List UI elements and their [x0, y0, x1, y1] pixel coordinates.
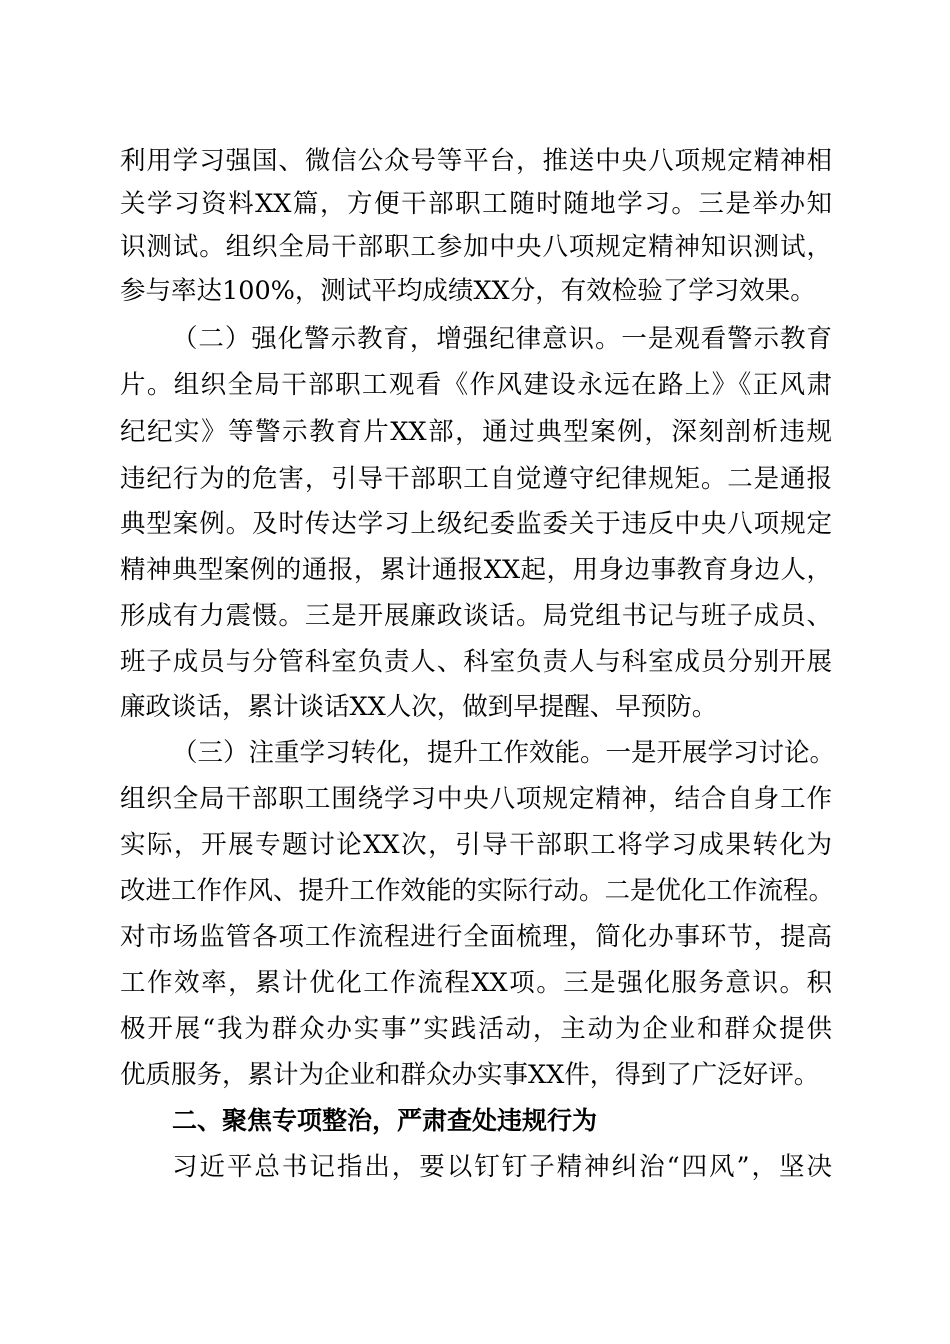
- paragraph-line: 优质服务，累计为企业和群众办实事XX件，得到了广泛好评。: [120, 1060, 820, 1090]
- paragraph-line: 廉政谈话，累计谈话XX人次，做到早提醒、早预防。: [120, 692, 718, 722]
- paragraph-line: 班子成员与分管科室负责人、科室负责人与科室成员分别开展: [120, 647, 832, 677]
- paragraph-line: 形成有力震慑。三是开展廉政谈话。局党组书记与班子成员、: [120, 601, 832, 631]
- paragraph-line: 精神典型案例的通报，累计通报XX起，用身边事教育身边人，: [120, 555, 832, 585]
- subsection-line: （二）强化警示教育，增强纪律意识。一是观看警示教育: [172, 324, 832, 354]
- paragraph-line: 违纪行为的危害，引导干部职工自觉遵守纪律规矩。二是通报: [120, 464, 832, 494]
- subsection-line: （三）注重学习转化，提升工作效能。一是开展学习讨论。: [172, 738, 836, 768]
- paragraph-line: 纪纪实》等警示教育片XX部，通过典型案例，深刻剖析违规: [120, 417, 832, 447]
- paragraph-line: 工作效率，累计优化工作流程XX项。三是强化服务意识。积: [120, 968, 832, 998]
- paragraph-line: 关学习资料XX篇，方便干部职工随时随地学习。三是举办知: [120, 189, 832, 219]
- paragraph-line: 参与率达100%，测试平均成绩XX分，有效检验了学习效果。: [120, 276, 816, 306]
- paragraph-line: 片。组织全局干部职工观看《作风建设永远在路上》《正风肃: [120, 370, 832, 400]
- paragraph-line: 实际，开展专题讨论XX次，引导干部职工将学习成果转化为: [120, 830, 832, 860]
- paragraph-line: 习近平总书记指出，要以钉钉子精神纠治“四风”，坚决: [172, 1152, 832, 1182]
- paragraph-line: 组织全局干部职工围绕学习中央八项规定精神，结合自身工作: [120, 784, 832, 814]
- paragraph-line: 利用学习强国、微信公众号等平台，推送中央八项规定精神相: [120, 146, 832, 176]
- paragraph-line: 对市场监管各项工作流程进行全面梳理，简化办事环节，提高: [120, 922, 832, 952]
- paragraph-line: 识测试。组织全局干部职工参加中央八项规定精神知识测试，: [120, 232, 832, 262]
- paragraph-line: 典型案例。及时传达学习上级纪委监委关于违反中央八项规定: [120, 509, 832, 539]
- paragraph-line: 改进工作作风、提升工作效能的实际行动。二是优化工作流程。: [120, 876, 835, 906]
- section-heading: 二、聚焦专项整治，严肃查处违规行为: [172, 1106, 598, 1135]
- paragraph-line: 极开展“我为群众办实事”实践活动，主动为企业和群众提供: [120, 1014, 832, 1044]
